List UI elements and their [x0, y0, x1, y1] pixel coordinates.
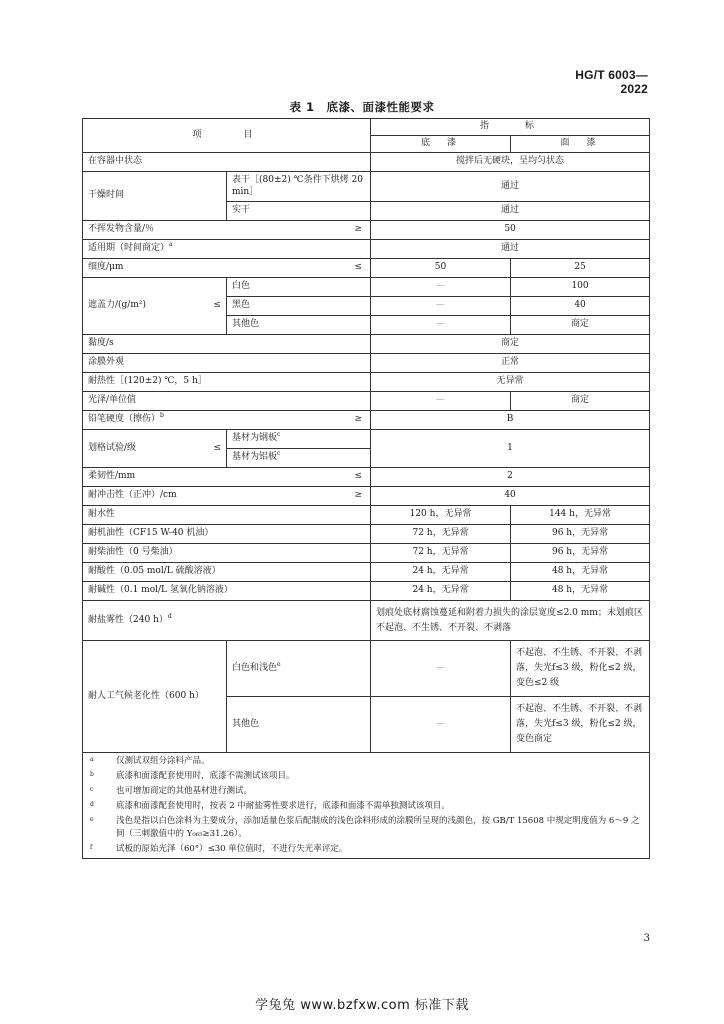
table-row [83, 354, 650, 373]
row-operator: ≤ [209, 430, 227, 468]
row-value-topcoat: 144 h，无异常 [511, 506, 650, 525]
row-operator: ≤ [227, 468, 371, 487]
row-value-primer: 24 h，无异常 [371, 563, 511, 582]
row-label: 涂膜外观 [83, 354, 371, 373]
row-value-topcoat: 不起泡、不生锈、不开裂、不剥落，失光f≤3 级，粉化≤2 级，变色商定 [511, 697, 650, 753]
row-label: 不挥发物含量/％ [83, 221, 227, 240]
table-row [83, 221, 650, 240]
row-value: 划痕处底材腐蚀蔓延和附着力损失的涂层宽度≤2.0 mm；未划痕区不起泡、不生锈、不开裂、不剥落 [371, 601, 650, 641]
row-value-primer: — [371, 278, 511, 297]
table-row [83, 240, 650, 259]
row-value-primer: — [371, 392, 511, 411]
row-operator: ≤ [227, 259, 371, 278]
row-sublabel: 其他色 [227, 316, 371, 335]
row-label: 在容器中状态 [83, 153, 371, 172]
row-value: 搅拌后无硬块，呈均匀状态 [371, 153, 650, 172]
row-value-topcoat: 40 [511, 297, 650, 316]
row-value-primer: — [371, 697, 511, 753]
footnote: a 仅测试双组分涂料产品。 [90, 756, 210, 766]
row-value-topcoat: 25 [511, 259, 650, 278]
site-watermark[interactable]: 学兔兔 www.bzfxw.com 标准下载 [255, 998, 469, 1013]
footnote-ref: c [277, 431, 281, 439]
row-label: 耐柴油性（0 号柴油） [83, 544, 371, 563]
row-label: 遮盖力/(g/m²) [83, 278, 209, 335]
table-row [83, 259, 650, 278]
row-value: 通过 [371, 240, 650, 259]
footnote-ref: a [169, 241, 173, 249]
table-row [83, 153, 650, 172]
row-value-topcoat: 100 [511, 278, 650, 297]
row-label: 耐冲击性（正冲）/cm [83, 487, 227, 506]
table-row [83, 278, 650, 297]
table-row [83, 373, 650, 392]
row-value-topcoat: 不起泡、不生锈、不开裂、不剥落，失光f≤3 级，粉化≤2 级，变色≤2 级 [511, 641, 650, 697]
row-sublabel: 黑色 [227, 297, 371, 316]
row-label: 干燥时间 [83, 172, 227, 221]
table-row [83, 392, 650, 411]
table-header-row [83, 119, 650, 136]
row-value-primer: — [371, 641, 511, 697]
row-value-primer: 72 h，无异常 [371, 525, 511, 544]
footnotes-row [83, 753, 650, 859]
standard-code: HG/T 6003—2022 [575, 68, 648, 96]
footnote: c 也可增加商定的其他基材进行测试。 [90, 786, 253, 796]
row-value: 50 [371, 221, 650, 240]
footnote-ref: b [160, 412, 164, 420]
header-topcoat: 面 漆 [511, 136, 650, 153]
row-label: 耐人工气候老化性（600 h） [83, 641, 227, 753]
row-value: B [371, 411, 650, 430]
footnote-ref: c [277, 450, 281, 458]
table-row [83, 430, 650, 449]
row-value-topcoat: 96 h，无异常 [511, 525, 650, 544]
row-value-topcoat: 48 h，无异常 [511, 582, 650, 601]
row-sublabel: 白色 [227, 278, 371, 297]
table-row [83, 544, 650, 563]
header-item: 项 目 [83, 119, 371, 153]
header-primer: 底 漆 [371, 136, 511, 153]
row-value-topcoat: 商定 [511, 392, 650, 411]
footnote-ref: e [277, 660, 281, 668]
footnote: d 底漆和面漆配套使用时，按表 2 中耐盐雾性要求进行，底漆和面漆不需单独测试该项目。 [90, 801, 450, 811]
table-row [83, 335, 650, 354]
table-row [83, 487, 650, 506]
table-title: 表 1 底漆、面漆性能要求 [289, 100, 435, 114]
row-label: 细度/μm [83, 259, 227, 278]
row-operator: ≥ [227, 411, 371, 430]
table-row [83, 641, 650, 697]
row-sublabel: 表干［(80±2) ℃条件下烘烤 20 min］ [227, 172, 371, 202]
row-sublabel: 其他色 [227, 697, 371, 753]
header-indicator: 指 标 [371, 119, 650, 136]
row-value: 商定 [371, 335, 650, 354]
row-label: 耐盐雾性（240 h）$^d$ [83, 601, 371, 641]
row-value: 通过 [371, 172, 650, 202]
row-sublabel: 白色和浅色$^e$ [227, 641, 371, 697]
row-label: 铅笔硬度（擦伤）$^b$ [83, 411, 227, 430]
row-label: 光泽/单位值 [83, 392, 371, 411]
row-value-primer: 50 [371, 259, 511, 278]
row-operator: ≥ [227, 487, 371, 506]
table-row [83, 525, 650, 544]
row-value: 40 [371, 487, 650, 506]
row-label: 黏度/s [83, 335, 371, 354]
row-label: 耐机油性（CF15 W-40 机油） [83, 525, 371, 544]
row-value-primer: — [371, 297, 511, 316]
row-value-primer: 120 h，无异常 [371, 506, 511, 525]
row-sublabel: 实干 [227, 202, 371, 221]
table-row [83, 411, 650, 430]
table-row [83, 601, 650, 641]
row-operator: ≤ [209, 278, 227, 335]
row-value-topcoat: 商定 [511, 316, 650, 335]
row-value-topcoat: 96 h，无异常 [511, 544, 650, 563]
footnote: e 浅色是指以白色涂料为主要成分，添加适量色浆后配制成的浅色涂料形成的涂膜所呈现的浅颜色，按 GB/T 15608 中规定明度值为 6～9 之间（三刺激值中的 Y₀₆₅≥31.26）。 [90, 816, 640, 839]
row-value-primer: 72 h，无异常 [371, 544, 511, 563]
table-row [83, 582, 650, 601]
row-label: 耐碱性（0.1 mol/L 氢氧化钠溶液） [83, 582, 371, 601]
table-row [83, 468, 650, 487]
footnote: b 底漆和面漆配套使用时，底漆不需测试该项目。 [90, 771, 295, 781]
table-row [83, 563, 650, 582]
row-label: 划格试验/级 [83, 430, 209, 468]
row-label: 适用期（时间商定）$^a$ [83, 240, 371, 259]
page-number: 3 [643, 933, 650, 944]
row-label: 耐热性［(120±2) ℃，5 h］ [83, 373, 371, 392]
row-value-primer: 24 h，无异常 [371, 582, 511, 601]
row-value-topcoat: 48 h，无异常 [511, 563, 650, 582]
row-value: 1 [371, 430, 650, 468]
table-row [83, 172, 650, 202]
footnote: f 试板的原始光泽（60°）≤30 单位值时，不进行失光率评定。 [90, 844, 348, 854]
footnote-ref: d [167, 612, 172, 620]
row-operator: ≥ [227, 221, 371, 240]
row-value: 无异常 [371, 373, 650, 392]
row-value-primer: — [371, 316, 511, 335]
row-label: 耐水性 [83, 506, 371, 525]
row-label: 耐酸性（0.05 mol/L 硫酸溶液） [83, 563, 371, 582]
footnotes [83, 753, 650, 859]
row-value: 正常 [371, 354, 650, 373]
row-label: 柔韧性/mm [83, 468, 227, 487]
row-value: 通过 [371, 202, 650, 221]
row-sublabel: 基材为铝板$^c$ [227, 449, 371, 468]
performance-requirements-table [82, 118, 650, 859]
row-value: 2 [371, 468, 650, 487]
row-sublabel: 基材为钢板$^c$ [227, 430, 371, 449]
table-row [83, 506, 650, 525]
